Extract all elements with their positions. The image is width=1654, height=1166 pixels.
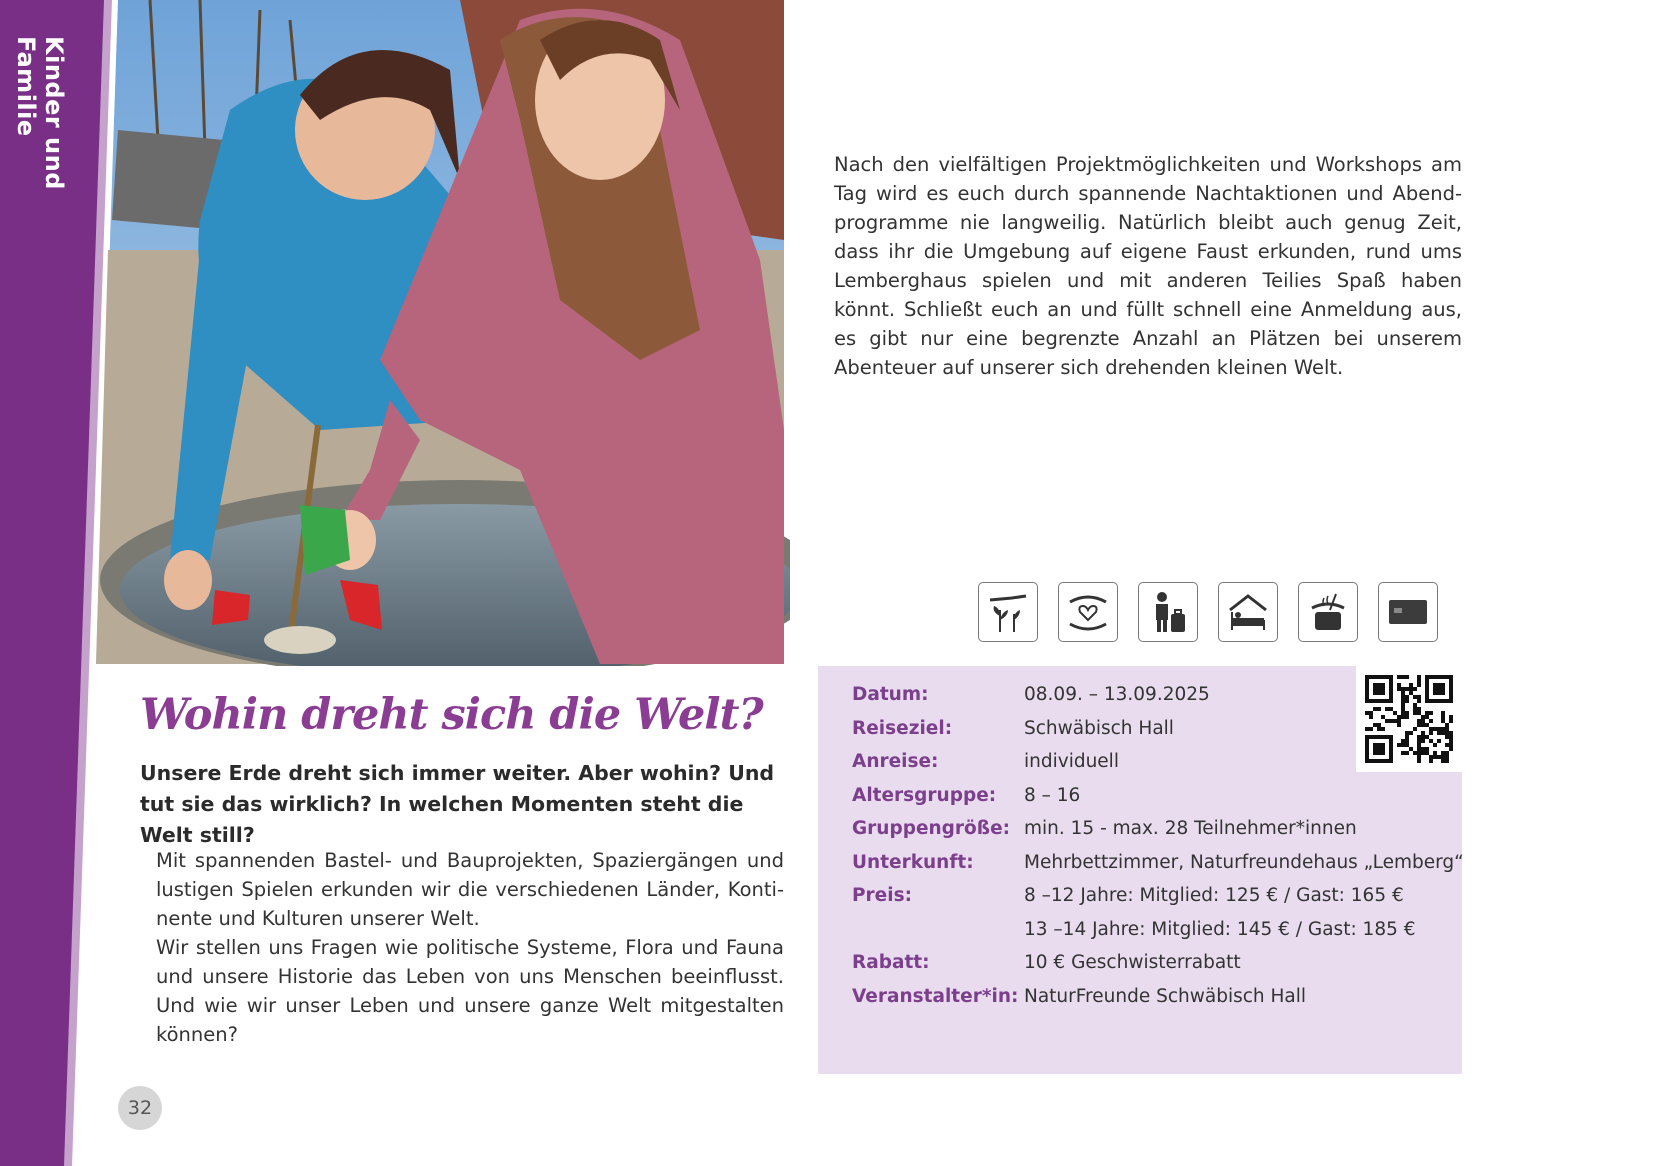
info-row: 13 –14 Jahre: Mitglied: 145 € / Gast: 185 € [1024, 918, 1416, 940]
info-row: Datum: 08.09. – 13.09.2025 [852, 684, 1210, 706]
intro-paragraph-right: Nach den vielfältigen Projektmöglichkeiten und Workshops am Tag wird es euch durch spannende Nachtaktionen und Abend-programme nie langweilig. Natürlich bleibt auch genug Zeit, dass ihr die Umgebung auf eigene Faust erkunden, rund ums Lemberghaus spielen und mit anderen Teilies Spaß haben könnt. Schließt euch an und füllt schnell eine Anmeldung aus, es gibt nur eine begrenzte Anzahl an Plätzen bei unserem Abenteuer auf unserer sich drehenden kleinen Welt. [834, 153, 1462, 379]
info-row: Reiseziel: Schwäbisch Hall [852, 717, 1174, 739]
heart-hands-icon [1058, 582, 1118, 642]
bed-house-icon [1218, 582, 1278, 642]
info-row: Altersgruppe: 8 – 16 [852, 784, 1081, 806]
info-row: Preis: 8 –12 Jahre: Mitglied: 125 € / Gast: 165 € [852, 885, 1404, 907]
feature-icons [978, 582, 1438, 644]
qr-code[interactable] [1356, 666, 1462, 772]
page-number: 32 [118, 1086, 162, 1130]
page-title: Wohin dreht sich die Welt? [140, 690, 763, 740]
info-row: Rabatt: 10 € Geschwisterrabatt [852, 952, 1241, 974]
photo [0, 0, 790, 666]
plant-hand-icon [978, 582, 1038, 642]
info-row: Gruppengröße: min. 15 - max. 28 Teilnehmer*innen [852, 818, 1357, 840]
info-row: Veranstalter*in: NaturFreunde Schwäbisch Hall [852, 985, 1307, 1007]
section-label: Kinder und Familie [12, 36, 68, 190]
person-luggage-icon [1138, 582, 1198, 642]
info-row: Unterkunft: Mehrbettzimmer, Naturfreundehaus „Lemberg“ [852, 851, 1464, 873]
qr-code-icon [1365, 675, 1453, 763]
card-icon [1378, 582, 1438, 642]
body-paragraph: Mit spannenden Bastel- und Bauprojekten, Spaziergängen und lustigen Spielen erkunden wir die verschiedenen Länder, Konti-nente und Kulturen unserer Welt. [156, 849, 784, 930]
body-text-left [156, 846, 784, 1049]
info-row: Anreise: individuell [852, 751, 1119, 773]
lead-text: Unsere Erde dreht sich immer weiter. Aber wohin? Und tut sie das wirklich? In welchen Momenten steht die Welt still? [140, 761, 775, 847]
body-paragraph: Wir stellen uns Fragen wie politische Systeme, Flora und Fauna und unsere Historie das Leben von uns Menschen beeinflusst. Und wie wir unser Leben und unsere ganze Welt mitgestalten können? [156, 936, 784, 1046]
cooking-pot-icon [1298, 582, 1358, 642]
